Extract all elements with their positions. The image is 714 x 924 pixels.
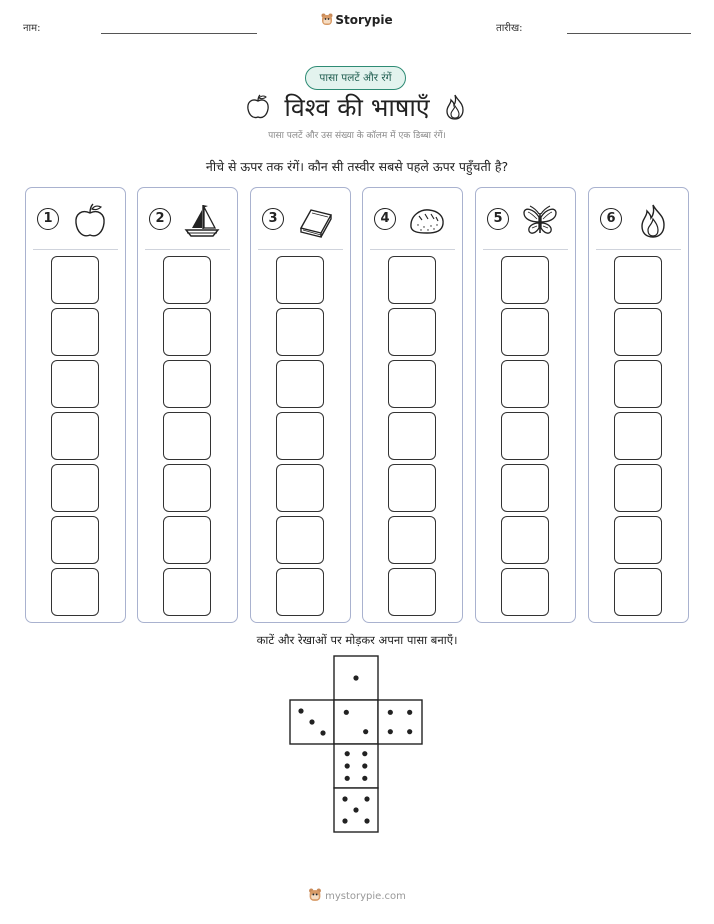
color-box[interactable]	[501, 256, 549, 304]
column-number: 3	[262, 208, 284, 230]
dice-column-1	[25, 187, 126, 623]
color-box[interactable]	[614, 464, 662, 512]
die-pip	[344, 710, 349, 715]
column-number: 4	[374, 208, 396, 230]
die-face-2	[334, 700, 378, 744]
color-box[interactable]	[163, 464, 211, 512]
color-box[interactable]	[51, 308, 99, 356]
color-box[interactable]	[501, 516, 549, 564]
die-pip	[353, 675, 358, 680]
die-pip	[309, 719, 314, 724]
color-box[interactable]	[276, 464, 324, 512]
die-pip	[320, 730, 325, 735]
column-divider	[258, 249, 343, 250]
dice-net	[289, 655, 427, 837]
color-box[interactable]	[163, 256, 211, 304]
color-box[interactable]	[388, 256, 436, 304]
dice-column-3	[250, 187, 351, 623]
footer	[0, 888, 714, 902]
brand-name: Storypie	[335, 13, 393, 27]
die-pip	[362, 776, 367, 781]
bear-logo-icon	[321, 13, 333, 26]
color-box[interactable]	[51, 360, 99, 408]
color-box[interactable]	[614, 256, 662, 304]
die-pip	[342, 818, 347, 823]
name-label: नाम:	[23, 23, 41, 34]
color-box[interactable]	[51, 568, 99, 616]
color-box[interactable]	[163, 360, 211, 408]
color-box[interactable]	[501, 568, 549, 616]
column-number: 1	[37, 208, 59, 230]
brand-logo	[0, 13, 714, 27]
subtitle: पासा पलटें और उस संख्या के कॉलम में एक डिब्बा रंगें।	[268, 131, 446, 141]
column-number: 6	[600, 208, 622, 230]
color-box[interactable]	[51, 256, 99, 304]
dice-column-6	[588, 187, 689, 623]
color-box[interactable]	[501, 412, 549, 460]
sailboat-icon	[182, 201, 222, 241]
color-box[interactable]	[276, 412, 324, 460]
die-pip	[342, 796, 347, 801]
dice-column-5	[475, 187, 576, 623]
color-box[interactable]	[163, 412, 211, 460]
page-title: विश्व की भाषाएँ	[284, 93, 430, 122]
color-box[interactable]	[276, 308, 324, 356]
die-pip	[363, 729, 368, 734]
footer-url: mystorypie.com	[325, 891, 406, 902]
color-box[interactable]	[501, 360, 549, 408]
die-pip	[364, 796, 369, 801]
color-box[interactable]	[51, 516, 99, 564]
column-divider	[483, 249, 568, 250]
color-box[interactable]	[163, 568, 211, 616]
die-face-4	[378, 700, 422, 744]
die-pip	[298, 708, 303, 713]
column-divider	[596, 249, 681, 250]
color-box[interactable]	[163, 308, 211, 356]
book-icon	[295, 201, 335, 241]
color-box[interactable]	[276, 516, 324, 564]
color-box[interactable]	[614, 516, 662, 564]
butterfly-icon	[520, 201, 560, 241]
color-box[interactable]	[388, 412, 436, 460]
die-pip	[364, 818, 369, 823]
die-pip	[353, 807, 358, 812]
color-box[interactable]	[388, 308, 436, 356]
die-pip	[407, 729, 412, 734]
color-box[interactable]	[276, 360, 324, 408]
instruction: नीचे से ऊपर तक रंगें। कौन सी तस्वीर सबसे पहले ऊपर पहुँचती है?	[205, 159, 509, 174]
dice-column-4	[362, 187, 463, 623]
column-number: 2	[149, 208, 171, 230]
date-label: तारीख:	[496, 23, 523, 34]
die-pip	[362, 751, 367, 756]
color-box[interactable]	[388, 568, 436, 616]
bear-logo-icon	[308, 888, 322, 902]
color-box[interactable]	[614, 568, 662, 616]
die-pip	[362, 763, 367, 768]
die-pip	[388, 729, 393, 734]
color-box[interactable]	[614, 308, 662, 356]
name-line	[101, 33, 257, 34]
activity-badge: पासा पलटें और रंगें	[305, 66, 406, 90]
die-pip	[345, 776, 350, 781]
fire-icon	[633, 201, 673, 241]
color-box[interactable]	[614, 360, 662, 408]
bread-icon	[407, 201, 447, 241]
die-pip	[388, 710, 393, 715]
die-pip	[345, 763, 350, 768]
dice-column-2	[137, 187, 238, 623]
column-divider	[33, 249, 118, 250]
color-box[interactable]	[276, 568, 324, 616]
color-box[interactable]	[51, 412, 99, 460]
color-box[interactable]	[163, 516, 211, 564]
color-box[interactable]	[388, 516, 436, 564]
die-pip	[407, 710, 412, 715]
color-box[interactable]	[388, 464, 436, 512]
date-line	[567, 33, 691, 34]
color-box[interactable]	[614, 412, 662, 460]
color-box[interactable]	[51, 464, 99, 512]
die-face-6	[334, 744, 378, 788]
column-divider	[370, 249, 455, 250]
color-box[interactable]	[501, 308, 549, 356]
die-pip	[345, 751, 350, 756]
column-number: 5	[487, 208, 509, 230]
color-box[interactable]	[276, 256, 324, 304]
fire-icon	[443, 93, 467, 121]
apple-icon	[70, 201, 110, 241]
column-divider	[145, 249, 230, 250]
cut-instruction: काटें और रेखाओं पर मोड़कर अपना पासा बनाएँ।	[256, 633, 458, 647]
color-box[interactable]	[388, 360, 436, 408]
color-box[interactable]	[501, 464, 549, 512]
